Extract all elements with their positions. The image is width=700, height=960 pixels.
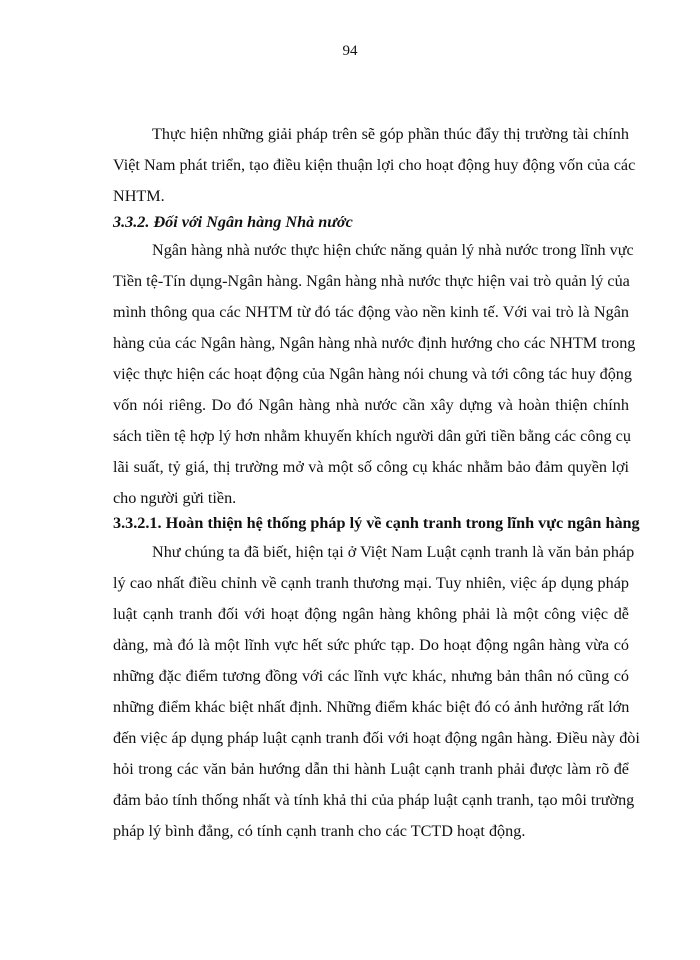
paragraph-line: pháp lý bình đẳng, có tính cạnh tranh cho các TCTD hoạt động. <box>113 822 526 840</box>
paragraph-line: dàng, mà đó là một lĩnh vực hết sức phức tạp. Do hoạt động ngân hàng vừa có <box>113 636 629 654</box>
paragraph-line: mình thông qua các NHTM từ đó tác động vào nền kinh tế. Với vai trò là Ngân <box>113 303 629 321</box>
section-heading-3-3-2-1: 3.3.2.1. Hoàn thiện hệ thống pháp lý về cạnh tranh trong lĩnh vực ngân hàng <box>113 514 640 532</box>
paragraph-line: hỏi trong các văn bản hướng dẫn thi hành Luật cạnh tranh phải được làm rõ để <box>113 760 629 778</box>
paragraph-line: những điểm khác biệt nhất định. Những điểm khác biệt đó có ảnh hưởng rất lớn <box>113 698 630 716</box>
paragraph-line: Ngân hàng nhà nước thực hiện chức năng quản lý nhà nước trong lĩnh vực <box>152 241 634 259</box>
paragraph-line: lãi suất, tỷ giá, thị trường mở và một số công cụ khác nhằm bảo đảm quyền lợi <box>113 458 629 476</box>
paragraph-line: luật cạnh tranh đối với hoạt động ngân hàng không phải là một công việc dễ <box>113 605 629 623</box>
paragraph-line: hàng của các Ngân hàng, Ngân hàng nhà nước định hướng cho các NHTM trong <box>113 334 636 352</box>
paragraph-line: đến việc áp dụng pháp luật cạnh tranh đối với hoạt động ngân hàng. Điều này đòi <box>113 729 640 747</box>
paragraph-line: những đặc điểm tương đồng với các lĩnh vực khác, nhưng bản thân nó cũng có <box>113 667 629 685</box>
paragraph-line: việc thực hiện các hoạt động của Ngân hàng nói chung và tới công tác huy động <box>113 365 632 383</box>
page-number: 94 <box>342 43 358 59</box>
paragraph-line: sách tiền tệ hợp lý hơn nhằm khuyến khích người dân gửi tiền bằng các công cụ <box>113 427 631 445</box>
paragraph-line: NHTM. <box>113 187 165 205</box>
paragraph-line: cho người gửi tiền. <box>113 489 237 507</box>
paragraph-line: Tiền tệ-Tín dụng-Ngân hàng. Ngân hàng nhà nước thực hiện vai trò quản lý của <box>113 272 630 290</box>
paragraph-line: Như chúng ta đã biết, hiện tại ở Việt Nam Luật cạnh tranh là văn bản pháp <box>152 543 635 561</box>
section-heading-3-3-2: 3.3.2. Đối với Ngân hàng Nhà nước <box>113 213 353 231</box>
paragraph-line: Việt Nam phát triển, tạo điều kiện thuận lợi cho hoạt động huy động vốn của các <box>113 156 636 174</box>
paragraph-line: đảm bảo tính thống nhất và tính khả thi của pháp luật cạnh tranh, tạo môi trường <box>113 791 635 809</box>
paragraph-line: lý cao nhất điều chỉnh về cạnh tranh thương mại. Tuy nhiên, việc áp dụng pháp <box>113 574 629 592</box>
paragraph-line: vốn nói riêng. Do đó Ngân hàng nhà nước cần xây dựng và hoàn thiện chính <box>113 396 629 414</box>
paragraph-line: Thực hiện những giải pháp trên sẽ góp phần thúc đẩy thị trường tài chính <box>152 125 629 143</box>
